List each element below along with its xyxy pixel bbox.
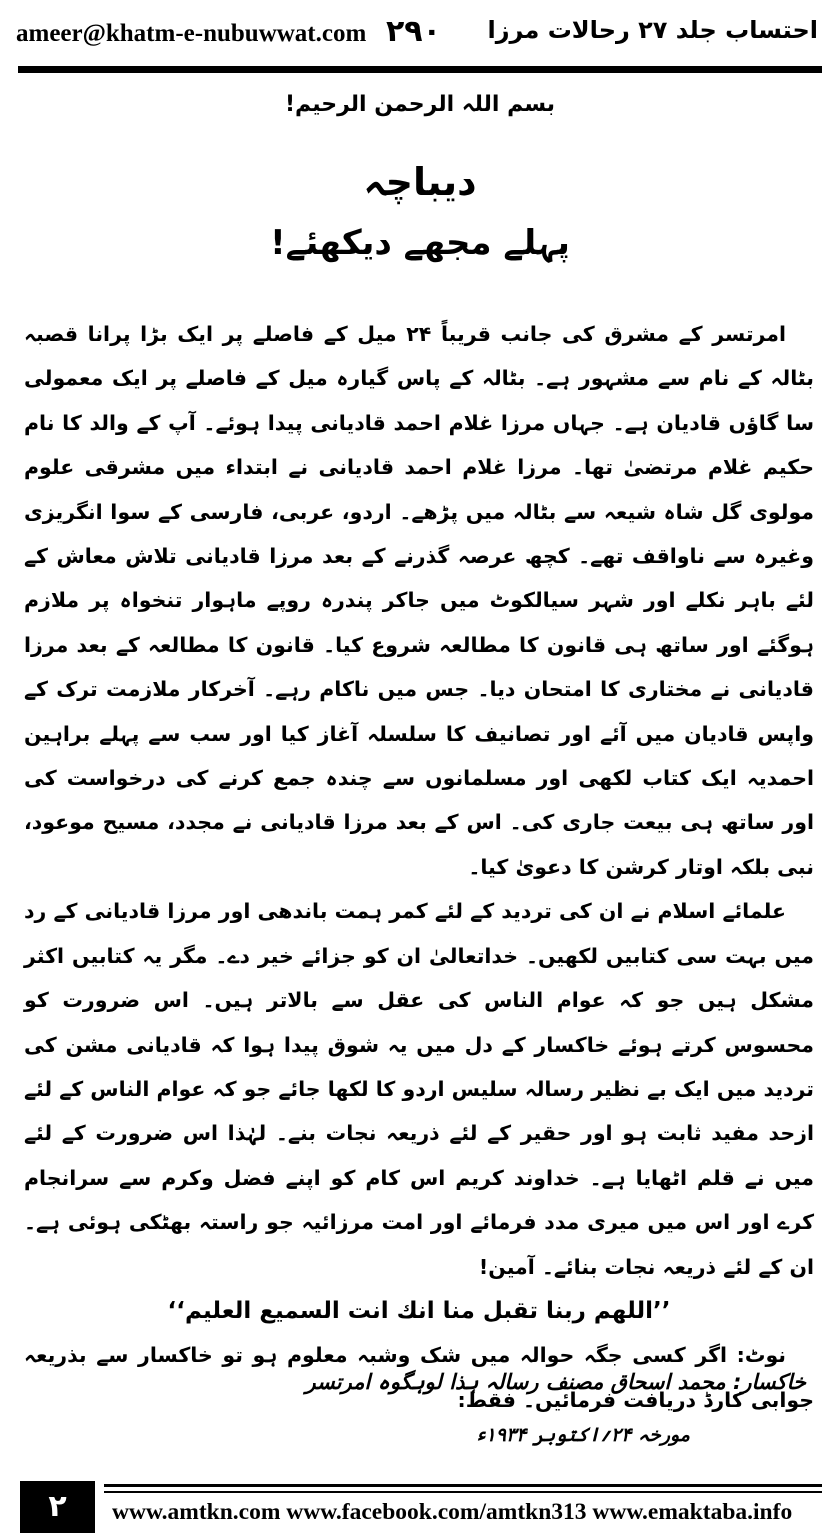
- page-title: دیباچہ: [363, 160, 477, 204]
- prayer-line: ’’اللھم ربنا تقبل منا انك انت السمیع العلیم‘‘: [167, 1297, 671, 1324]
- paragraph: علمائے اسلام نے ان کی تردید کے لئے کمر ہمت باندھی اور مرزا قادیانی کے رد میں بہت سی کتابیں لکھیں۔ خداتعالیٰ ان کو جزائے خیر دے۔ مگر یہ کتابیں اکثر مشکل ہیں جو کہ عوام الناس کی عقل سے بالاتر ہیں۔ اس ضرورت کو محسوس کرتے ہوئے خاکسار کے دل میں یہ شوق پیدا ہوا کہ قادیانی مشن کی تردید میں ایک بے نظیر رسالہ سلیس اردو کا لکھا جائے جو کہ عوام الناس کے لئے ازحد مفید ثابت ہو اور حقیر کے لئے ذریعہ نجات بنے۔ لہٰذا اس ضرورت کے لئے میں نے قلم اٹھایا ہے۔ خداوند کریم اس کام کو اپنے فضل وکرم سے سرانجام کرے اور اس میں میری مدد فرمائے اور امت مرزائیہ جو راستہ بھٹکی ہوئی ہے۔ ان کے لئے ذریعہ نجات بنائے۔ آمین!: [24, 899, 814, 1279]
- note: نوٹ: اگر کسی جگہ حوالہ میں شک وشبہ معلوم ہو تو خاکسار سے بذریعہ جوابی کارڈ دریافت فرمائیں۔ فقط:: [24, 1343, 814, 1412]
- paragraph: امرتسر کے مشرق کی جانب قریباً ۲۴ میل کے فاصلے پر ایک بڑا پرانا قصبہ بٹالہ کے نام سے مشہور ہے۔ بٹالہ کے پاس گیارہ میل کے فاصلے پر ایک معمولی سا گاؤں قادیان ہے۔ جہاں مرزا غلام احمد قادیانی پیدا ہوئے۔ آپ کے والد کا نام حکیم غلام مرتضیٰ تھا۔ مرزا غلام احمد قادیانی نے ابتداء میں مشرقی علوم مولوی گل شاہ شیعہ سے بٹالہ میں پڑھے۔ اردو، عربی، فارسی کے سوا انگریزی وغیرہ سے ناواقف تھے۔ کچھ عرصہ گذرنے کے بعد مرزا قادیانی تلاش معاش کے لئے باہر نکلے اور شہر سیالکوٹ میں جاکر پندرہ روپے ماہوار تنخواہ پر ملازم ہوگئے اور ساتھ ہی قانون کا مطالعہ شروع کیا۔ قانون کا مطالعہ کے بعد مرزا قادیانی نے مختاری کا امتحان دیا۔ جس میں ناکام رہے۔ آخرکار ملازمت ترک کے واپس قادیان میں آئے اور تصانیف کا سلسلہ آغاز کیا اور سب سے پہلے براہین احمدیہ ایک کتاب لکھی اور مسلمانوں سے چندہ جمع کرنے کی درخواست کی اور ساتھ ہی بیعت جاری کی۔ اس کے بعد مرزا قادیانی نے مجدد، مسیح موعود، نبی بلکہ اوتار کرشن کا دعویٰ کیا۔: [24, 322, 814, 879]
- footer-rule-thin: [104, 1491, 822, 1493]
- bismillah: بسم اللہ الرحمن الرحیم!: [284, 92, 556, 117]
- page-header: [16, 14, 818, 58]
- footer-page-number: ۲: [20, 1481, 95, 1533]
- body-text: [24, 312, 814, 1422]
- footer-rule: [104, 1484, 822, 1487]
- page-subtitle: پہلے مجھے دیکھئے!: [270, 223, 570, 263]
- header-email: ameer@khatm-e-nubuwwat.com: [16, 20, 367, 47]
- footer-urls: www.amtkn.com www.facebook.com/amtkn313 www.emaktaba.info: [112, 1499, 793, 1525]
- header-rule: [18, 66, 822, 73]
- signature-line: خاکسار: محمد اسحاق مصنف رسالہ ہذا لوہگوہ امرتسر: [305, 1370, 806, 1394]
- header-running-head: احتساب جلد ۲۷ رحالات مرزا: [487, 16, 818, 44]
- signature-date: مورخہ ۲۴؍اکتوبر ۱۹۳۴ء: [476, 1424, 690, 1446]
- header-page-number: ۲۹۰: [386, 14, 441, 49]
